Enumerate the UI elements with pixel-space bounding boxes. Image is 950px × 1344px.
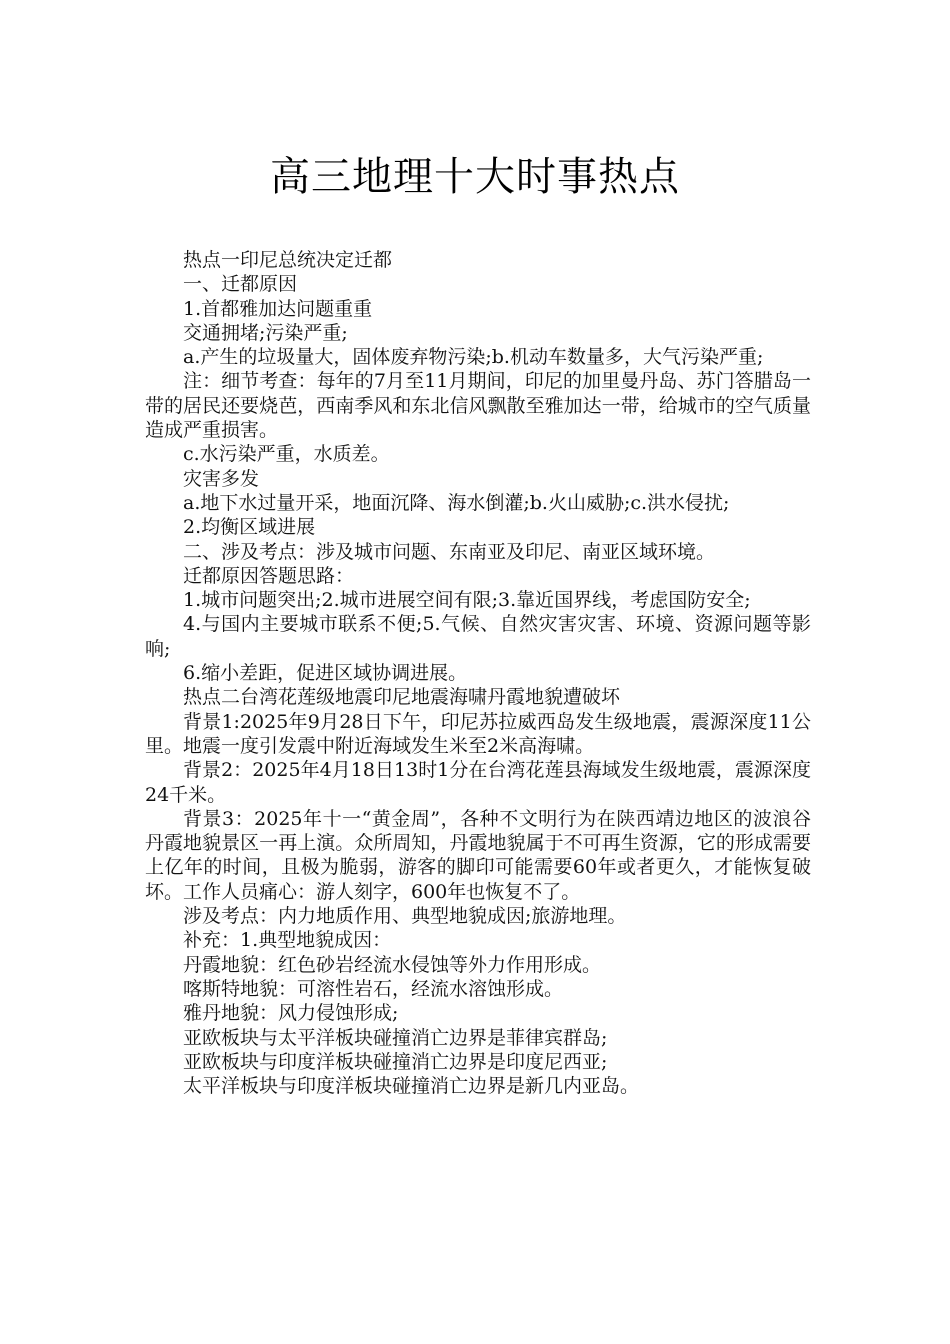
paragraph: 丹霞地貌：红色砂岩经流水侵蚀等外力作用形成。 (183, 953, 602, 976)
paragraph: 1.首都雅加达问题重重 (183, 297, 373, 320)
paragraph: 4.与国内主要城市联系不便;5.气候、自然灾害灾害、环境、资源问题等影响; (145, 613, 811, 660)
paragraph: 雅丹地貌：风力侵蚀形成; (183, 1002, 399, 1025)
paragraph: 亚欧板块与太平洋板块碰撞消亡边界是菲律宾群岛; (183, 1026, 608, 1049)
paragraph: c.水污染严重，水质差。 (183, 443, 390, 466)
paragraph: 一、迁都原因 (183, 273, 298, 296)
paragraph: 1.城市问题突出;2.城市进展空间有限;3.靠近国界线，考虑国防安全; (183, 589, 751, 612)
paragraph: 热点二台湾花莲级地震印尼地震海啸丹霞地貌遭破坏 (183, 686, 621, 709)
paragraph: 补充：1.典型地貌成因： (183, 929, 392, 952)
paragraph: 灾害多发 (183, 467, 260, 490)
paragraph: 迁都原因答题思路： (183, 564, 355, 587)
paragraph: 亚欧板块与印度洋板块碰撞消亡边界是印度尼西亚; (183, 1050, 608, 1073)
paragraph: a.产生的垃圾量大，固体废弃物污染;b.机动车数量多，大气污染严重; (183, 346, 764, 369)
document-body (145, 248, 811, 1098)
paragraph: 6.缩小差距，促进区域协调进展。 (183, 662, 468, 685)
paragraph: 热点一印尼总统决定迁都 (183, 249, 393, 271)
paragraph: 背景1:2025年9月28日下午，印尼苏拉威西岛发生级地震，震源深度11公里。地震一度引发震中附近海域发生米至2米高海啸。 (145, 710, 811, 757)
paragraph: 背景2：2025年4月18日13时1分在台湾花莲县海域发生级地震，震源深度24千米。 (145, 759, 811, 806)
paragraph: 背景3：2025年十一“黄金周”，各种不文明行为在陕西靖边地区的波浪谷丹霞地貌景区一再上演。众所周知，丹霞地貌属于不可再生资源，它的形成需要上亿年的时间，且极为脆弱，游客的脚印可能需要60年或者更久，才能恢复破坏。工作人员痛心：游人刻字，600年也恢复不了。 (145, 807, 811, 903)
paragraph: a.地下水过量开采，地面沉降、海水倒灌;b.火山威胁;c.洪水侵扰; (183, 491, 730, 514)
paragraph: 2.均衡区域进展 (183, 516, 316, 539)
paragraph: 交通拥堵;污染严重; (183, 321, 348, 344)
paragraph: 涉及考点：内力地质作用、典型地貌成因;旅游地理。 (183, 905, 627, 928)
paragraph: 喀斯特地貌：可溶性岩石，经流水溶蚀形成。 (183, 977, 564, 1000)
paragraph: 二、涉及考点：涉及城市问题、东南亚及印尼、南亚区域环境。 (183, 540, 716, 563)
paragraph: 太平洋板块与印度洋板块碰撞消亡边界是新几内亚岛。 (183, 1075, 640, 1098)
document-title: 高三地理十大时事热点 (270, 153, 680, 200)
paragraph: 注：细节考查：每年的7月至11月期间，印尼的加里曼丹岛、苏门答腊岛一带的居民还要烧芭，西南季风和东北信风飘散至雅加达一带，给城市的空气质量造成严重损害。 (145, 370, 811, 442)
